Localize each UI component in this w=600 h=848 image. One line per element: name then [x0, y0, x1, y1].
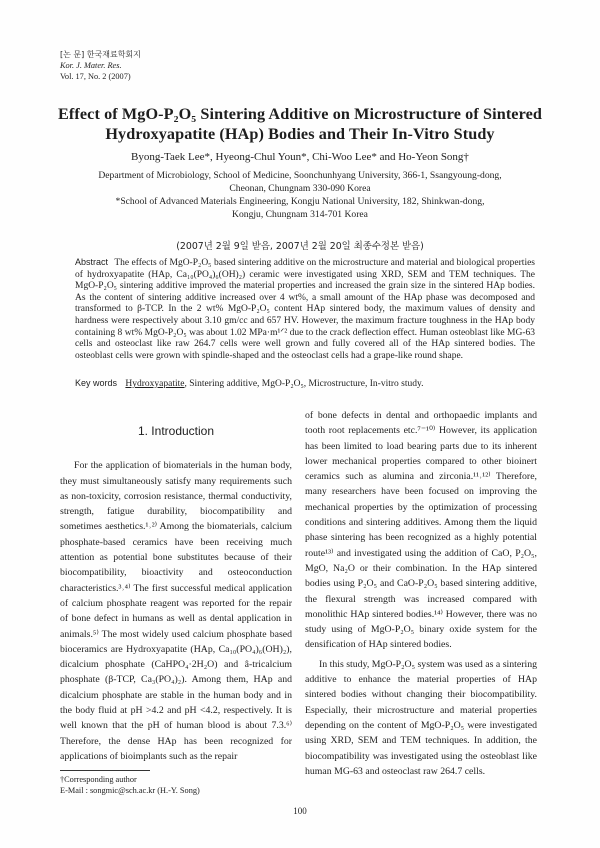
- introduction-heading: 1. Introduction: [137, 424, 215, 438]
- journal-korean-label: [논 문] 한국재료학회지: [60, 50, 141, 59]
- journal-header: [60, 49, 141, 82]
- keywords-label: Key words: [75, 378, 118, 388]
- affiliation-1: [40, 169, 560, 195]
- intro-paragraph-1-continued: of bone defects in dental and orthopaedic implants and tooth root replacements etc.⁷⁻¹⁰⁾ However, its application has been limited to load bearing parts due to its inherent lower mechanical properties compared to other bioinert ceramics such as alumina and zirconia.¹¹˒¹²⁾ Therefore, many researchers have been focused on improving the mechanical properties by the optimization of processing conditions and sintering additives. Among them the liquid phase sintering has been recognized as a highly potential route¹³⁾ and investigated using the addition of CaO, P₂O₅, MgO, Na₂O or their combination. In the HAp sintered bodies using P₂O₅ and CaO-P₂O₅ based sintering additive, the flexural strength was increased compared with monolithic HAp sintered bodies.¹⁴⁾ However, there was no study using of MgO-P₂O₅ binary oxide system for the densification of HAp sintered bodies.: [305, 410, 537, 651]
- intro-paragraph-2: In this study, MgO-P₂O₅ system was used as a sintering additive to enhance the material properties of HAp sintered bodies without changing their biocompatibility. Especially, their microstructure and material properties depending on the content of MgO-P₂O₅ were investigated using XRD, SEM and TEM techniques. In addition, the biocompatibility was investigated using the osteoblast like human MG-63 and osteoclast raw 264.7 cells.: [305, 658, 537, 777]
- keywords-rest: , Sintering additive, MgO-P₂O₅, Microstructure, In-vitro study.: [184, 379, 424, 389]
- paper-title: [40, 104, 560, 144]
- footnote: [60, 774, 200, 796]
- footnote-corresponding: †Corresponding author: [60, 775, 137, 784]
- abstract-label: Abstract: [75, 257, 109, 267]
- author-list: Byong-Taek Lee*, Hyeong-Chul Youn*, Chi-Woo Lee* and Ho-Yeon Song†: [131, 151, 469, 163]
- affiliation-2: [40, 195, 560, 221]
- received-dates: (2007년 2월 9일 받음, 2007년 2월 20일 최종수정본 받음): [176, 241, 424, 252]
- keyword-hydroxyapatite: Hydroxyapatite: [125, 379, 185, 389]
- title-line-1: Effect of MgO-P₂O₅ Sintering Additive on Microstructure of Sintered: [58, 105, 542, 123]
- journal-volume: Vol. 17, No. 2 (2007): [60, 72, 131, 81]
- affiliation-1-line-1: Department of Microbiology, School of Medicine, Soonchunhyang University, 366-1, Ssangyoung-dong,: [98, 170, 502, 181]
- footnote-email: E-Mail : songmic@sch.ac.kr (H.-Y. Song): [60, 786, 200, 795]
- abstract: [75, 257, 535, 362]
- title-line-2: Hydroxyapatite (HAp) Bodies and Their In-Vitro Study: [105, 125, 495, 143]
- abstract-text: The effects of MgO-P₂O₅ based sintering additive on the microstructure and material and biological properties of hydroxyapatite (HAp, Ca₁₀(PO₄)₆(OH)₂) ceramic were investigated using XRD, SEM and TEM techniques. The MgO-P₂O₅ sintering additive improved the material properties and increased the grain size in the sintered HAp bodies. As the content of sintering additive increased over 4 wt%, a small amount of the HAp phase was decomposed and transformed to β-TCP. In the 2 wt% MgO-P₂O₅ content HAp sintered body, the maximum values of density and hardness were respectively about 3.10 gm/cc and 657 HV. However, the maximum fracture toughness in the HAp body containing 8 wt% MgO-P₂O₅ was about 1.02 MPa·m¹ᐟ² due to the crack deflection effect. Human osteoblast like MG-63 cells and osteoclast like raw 264.7 cells were well grown and fully covered all of the HAp sintered bodies. The osteoblast cells were grown with spindle-shaped and the osteoclast cells had a grape-like round shape.: [75, 258, 535, 361]
- journal-name: Kor. J. Mater. Res.: [60, 61, 122, 70]
- right-column: [305, 408, 537, 779]
- intro-paragraph-1: For the application of biomaterials in the human body, they must simultaneously satisfy many requirements such as non-toxicity, corrosion resistance, thermal conductivity, strength, fatigue durability, biocompatibility and sometimes aesthetics.¹˒²⁾ Among the biomaterials, calcium phosphate-based ceramics have been receiving much attention as potential bone substitutes because of their biocompatibility, bioactivity and osteoconduction characteristics.³˒⁴⁾ The first successful medical application of calcium phosphate reagent was reported for the repair of bone defect in humans as well as dental application in animals.⁵⁾ The most widely used calcium phosphate based bioceramics are Hydroxyapatite (HAp, Ca₁₀(PO₄)₆(OH)₂), dicalcium phosphate (CaHPO₄·2H₂O) and â-tricalcium phosphate (β-TCP, Ca₃(PO₄)₂). Among them, HAp and dicalcium phosphate are stable in the human body and in the body fluid at pH >4.2 and pH <4.2, respectively. It is well known that the pH of human blood is about 7.3.⁶⁾ Therefore, the dense HAp has been recognized for applications of bioimplants such as the repair: [60, 460, 292, 762]
- page-number: 100: [293, 806, 307, 816]
- affiliation-2-line-1: *School of Advanced Materials Engineering, Kongju National University, 182, Shinkwan-dong,: [115, 196, 485, 207]
- keywords: [75, 378, 535, 389]
- affiliation-1-line-2: Cheonan, Chungnam 330-090 Korea: [229, 183, 371, 194]
- affiliation-2-line-2: Kongju, Chungnam 314-701 Korea: [232, 209, 368, 220]
- footnote-divider: [60, 770, 150, 771]
- left-column: [60, 416, 292, 764]
